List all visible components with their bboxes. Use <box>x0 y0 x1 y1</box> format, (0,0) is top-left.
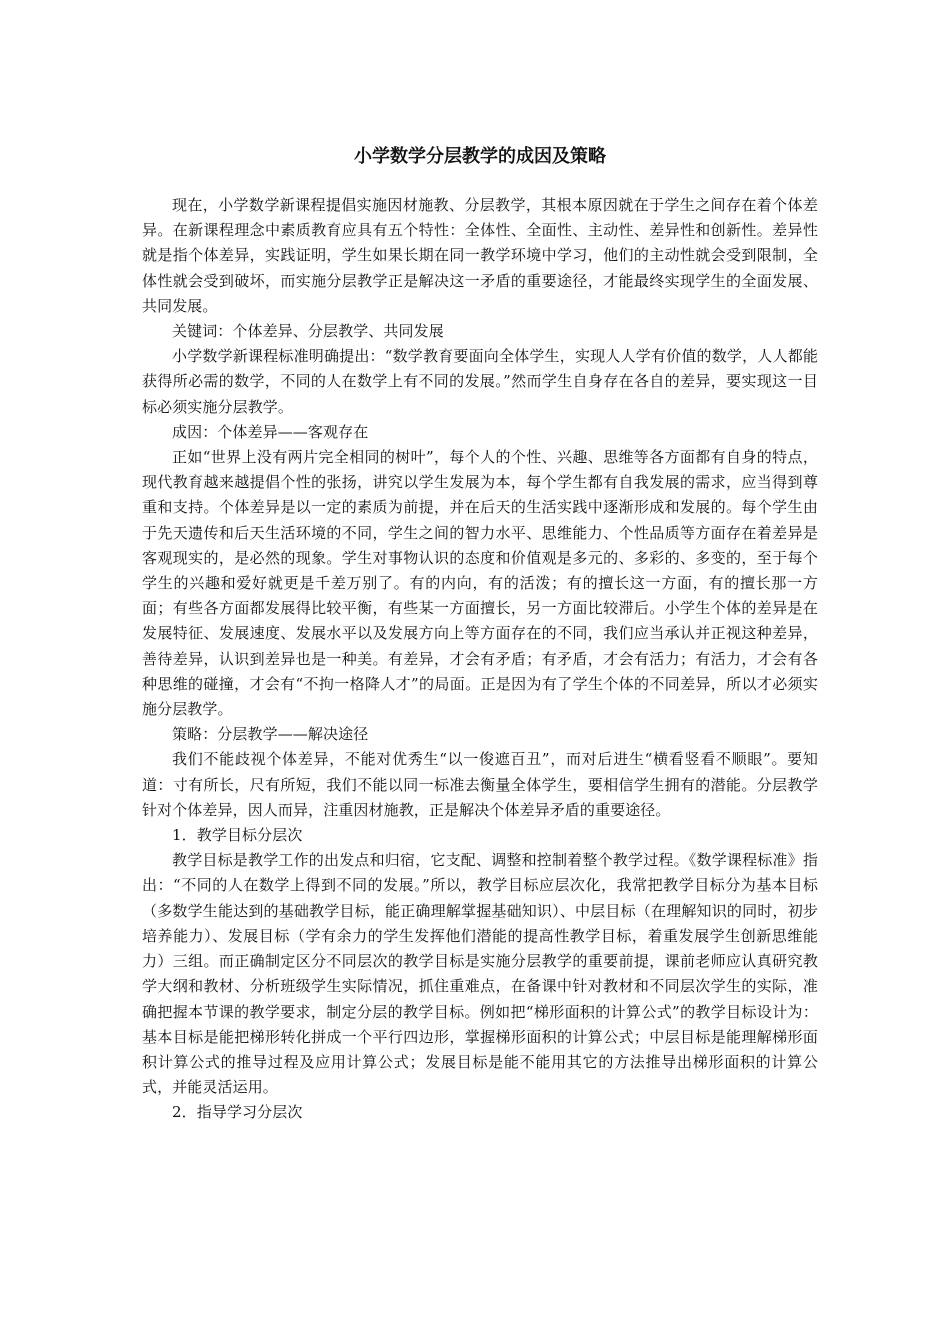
body-paragraph: 教学目标是教学工作的出发点和归宿，它支配、调整和控制着整个教学过程。《数学课程标准》指出：“不同的人在数学上得到不同的发展。”所以，教学目标应层次化，我常把教学目标分为基本目标（多数学生能达到的基础教学目标，能正确理解掌握基础知识）、中层目标（在理解知识的同时，初步培养能力）、发展目标（学有余力的学生发挥他们潜能的提高性教学目标，着重发展学生创新思维能力）三组。而正确制定区分不同层次的教学目标是实施分层教学的重要前提，课前老师应认真研究教学大纲和教材、分析班级学生实际情况，抓住重难点，在备课中针对教材和不同层次学生的实际，准确把握本节课的教学要求，制定分层的教学目标。例如把“梯形面积的计算公式”的教学目标设计为：基本目标是能把梯形转化拼成一个平行四边形，掌握梯形面积的计算公式；中层目标是能理解梯形面积计算公式的推导过程及应用计算公式；发展目标是能不能用其它的方法推导出梯形面积的计算公式，并能灵活运用。 <box>142 851 818 1097</box>
section-heading-cause: 成因：个体差异——客观存在 <box>172 422 369 441</box>
subheading-goals: 1．教学目标分层次 <box>172 826 303 845</box>
body-paragraph: 正如“世界上没有两片完全相同的树叶”，每个人的个性、兴趣、思维等各方面都有自身的特点，现代教育越来越提倡个性的张扬，讲究以学生发展为本，每个学生都有自我发展的需求，应当得到尊重和支持。个体差异是以一定的素质为前提，并在后天的生活实践中逐渐形成和发展的。每个学生由于先天遗传和后天生活环境的不同，学生之间的智力水平、思维能力、个性品质等方面存在着差异是客观现实的，是必然的现象。学生对事物认识的态度和价值观是多元的、多彩的、多变的，至于每个学生的兴趣和爱好就更是千差万别了。有的内向，有的活泼；有的擅长这一方面，有的擅长那一方面；有些各方面都发展得比较平衡，有些某一方面擅长，另一方面比较滞后。小学生个体的差异是在发展特征、发展速度、发展水平以及发展方向上等方面存在的不同，我们应当承认并正视这种差异，善待差异，认识到差异也是一种美。有差异，才会有矛盾；有矛盾，才会有活力；有活力，才会有各种思维的碰撞，才会有“不拘一格降人才”的局面。正是因为有了学生个体的不同差异，所以才必须实施分层教学。 <box>142 448 818 719</box>
intro-paragraph: 现在，小学数学新课程提倡实施因材施教、分层教学，其根本原因就在于学生之间存在着个体差异。在新课程理念中素质教育应具有五个特性：全体性、全面性、主动性、差异性和创新性。差异性就是指个体差异，实践证明，学生如果长期在同一教学环境中学习，他们的主动性就会受到限制，全体性就会受到破坏，而实施分层教学正是解决这一矛盾的重要途径，才能最终实现学生的全面发展、共同发展。 <box>142 196 818 315</box>
subheading-guidance: 2．指导学习分层次 <box>172 1103 303 1122</box>
body-paragraph: 我们不能歧视个体差异，不能对优秀生“以一俊遮百丑”，而对后进生“横看竖看不顺眼”。要知道：寸有所长，尺有所短，我们不能以同一标准去衡量全体学生，要相信学生拥有的潜能。分层教学针对个体差异，因人而异，注重因材施教，正是解决个体差异矛盾的重要途径。 <box>142 750 818 819</box>
keywords-line: 关键词：个体差异、分层教学、共同发展 <box>172 322 444 341</box>
section-heading-strategy: 策略：分层教学——解决途径 <box>172 725 369 744</box>
document-title: 小学数学分层教学的成因及策略 <box>354 146 606 167</box>
body-paragraph: 小学数学新课程标准明确提出：“数学教育要面向全体学生，实现人人学有价值的数学，人人都能获得所必需的数学，不同的人在数学上有不同的发展。”然而学生自身存在各自的差异，要实现这一目标必须实施分层教学。 <box>142 347 818 416</box>
